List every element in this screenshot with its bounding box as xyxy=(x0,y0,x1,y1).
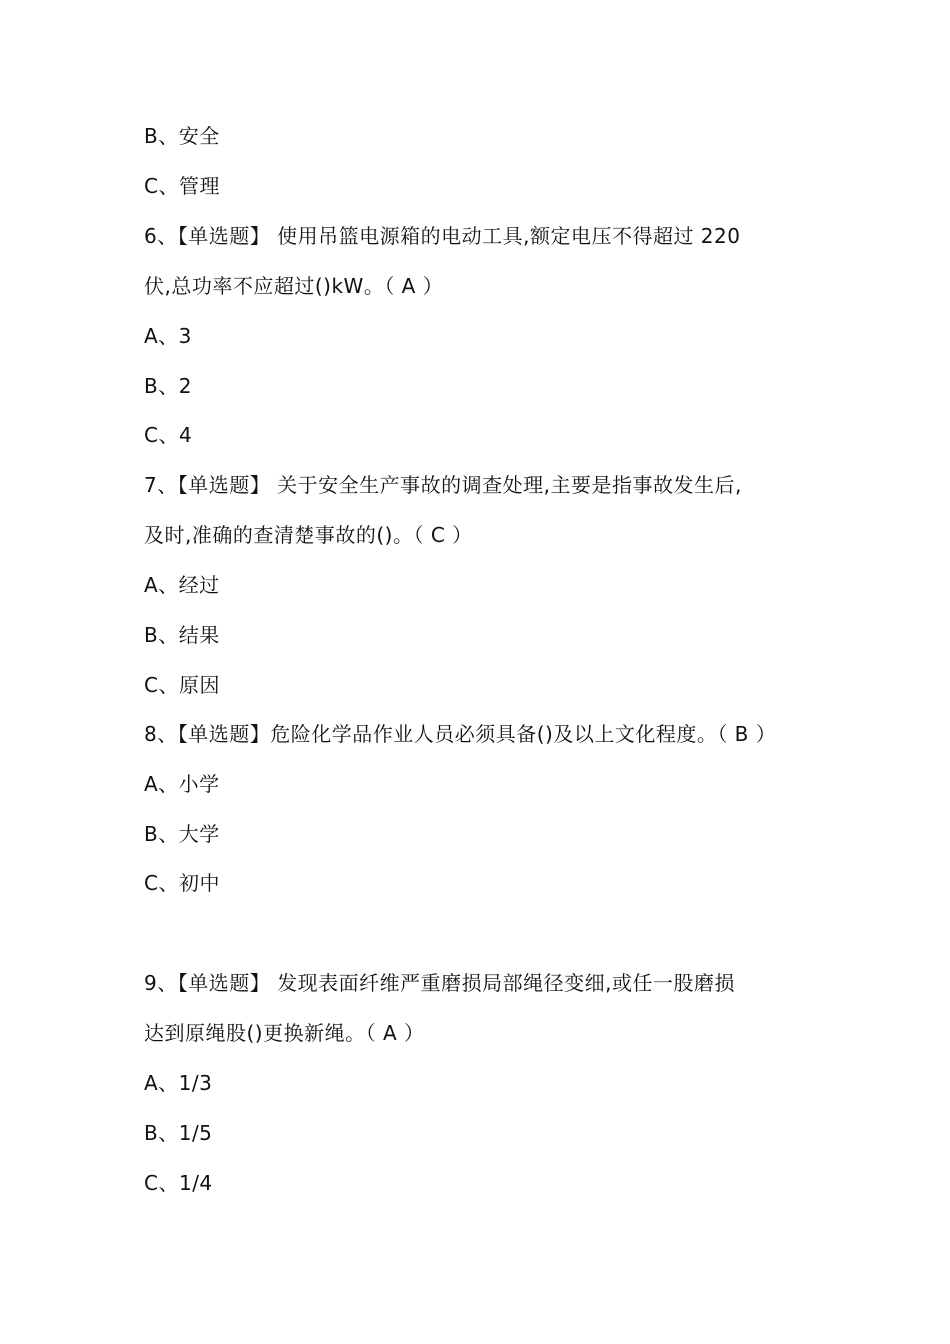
q8-option-b: B、大学 xyxy=(144,822,220,846)
q7-question-line2: 及时,准确的查清楚事故的()。（ C ） xyxy=(144,523,473,547)
q5-option-c: C、管理 xyxy=(144,174,220,198)
q9-question-line2: 达到原绳股()更换新绳。（ A ） xyxy=(144,1021,425,1045)
q9-option-a: A、1/3 xyxy=(144,1071,213,1095)
q7-question-line1: 7、【单选题】 关于安全生产事故的调查处理,主要是指事故发生后, xyxy=(144,473,742,497)
q6-option-a: A、3 xyxy=(144,324,192,348)
q8-option-c: C、初中 xyxy=(144,871,220,895)
q7-option-b: B、结果 xyxy=(144,623,220,647)
q9-option-b: B、1/5 xyxy=(144,1121,213,1145)
q6-question-line2: 伏,总功率不应超过()kW。（ A ） xyxy=(144,274,444,298)
q9-question-line1: 9、【单选题】 发现表面纤维严重磨损局部绳径变细,或任一股磨损 xyxy=(144,971,735,995)
q9-option-c: C、1/4 xyxy=(144,1171,213,1195)
q6-question-line1: 6、【单选题】 使用吊篮电源箱的电动工具,额定电压不得超过 220 xyxy=(144,224,741,248)
q6-option-b: B、2 xyxy=(144,374,192,398)
q7-option-a: A、经过 xyxy=(144,573,220,597)
q6-option-c: C、4 xyxy=(144,423,193,447)
q7-option-c: C、原因 xyxy=(144,673,220,697)
q8-option-a: A、小学 xyxy=(144,772,220,796)
q8-question: 8、【单选题】危险化学品作业人员必须具备()及以上文化程度。（ B ） xyxy=(144,722,777,746)
q5-option-b: B、安全 xyxy=(144,124,220,148)
